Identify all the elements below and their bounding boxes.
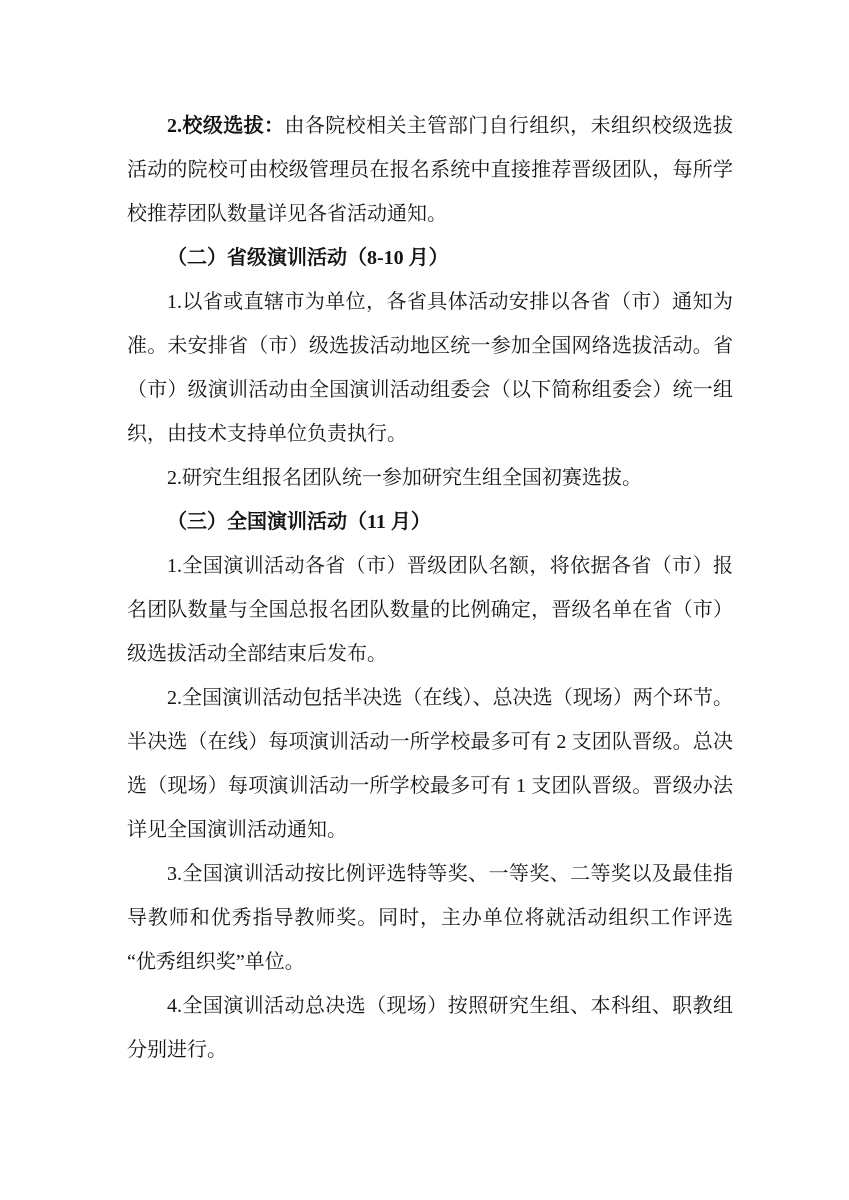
heading-provincial-activity: （二）省级演训活动（8-10 月） [167,247,449,269]
paragraph-school-selection-body: 由各院校相关主管部门自行组织，未组织校级选拔活动的院校可由校级管理员在报名系统中直接推荐晋级团队，每所学校推荐团队数量详见各省活动通知。 [127,115,734,225]
paragraph-school-selection [127,104,733,236]
paragraph-national-1: 1.全国演训活动各省（市）晋级团队名额，将依据各省（市）报名团队数量与全国总报名团队数量的比例确定，晋级名单在省（市）级选拔活动全部结束后发布。 [127,555,733,665]
paragraph-school-selection-lead: 2.校级选拔： [167,115,285,137]
paragraph-provincial-2: 2.研究生组报名团队统一参加研究生组全国初赛选拔。 [167,467,642,489]
paragraph-national-4: 4.全国演训活动总决选（现场）按照研究生组、本科组、职教组分别进行。 [127,995,733,1061]
heading-national-activity: （三）全国演训活动（11 月） [167,511,431,533]
paragraph-national-3: 3.全国演训活动按比例评选特等奖、一等奖、二等奖以及最佳指导教师和优秀指导教师奖。同时，主办单位将就活动组织工作评选“优秀组织奖”单位。 [127,863,733,973]
paragraph-national-2: 2.全国演训活动包括半决选（在线）、总决选（现场）两个环节。半决选（在线）每项演训活动一所学校最多可有 2 支团队晋级。总决选（现场）每项演训活动一所学校最多可有 1 支团队晋级。晋级办法详见全国演训活动通知。 [127,687,733,841]
paragraph-provincial-1: 1.以省或直辖市为单位，各省具体活动安排以各省（市）通知为准。未安排省（市）级选拔活动地区统一参加全国网络选拔活动。省（市）级演训活动由全国演训活动组委会（以下简称组委会）统一组织，由技术支持单位负责执行。 [127,291,733,445]
